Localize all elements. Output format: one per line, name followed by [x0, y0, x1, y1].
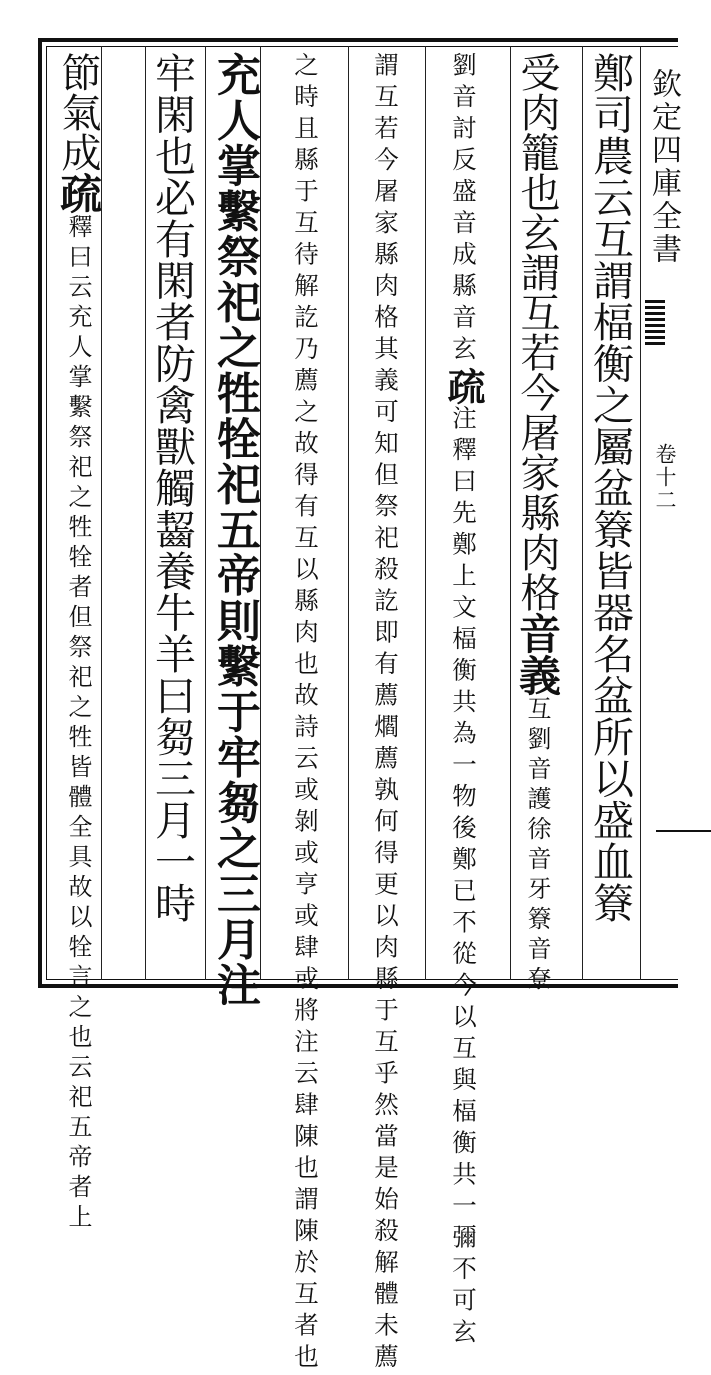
text-column-3	[429, 52, 497, 1350]
text-column-5: 之時且縣于互待解訖乃薦之故得有互以縣肉也故詩云或剝或亨或肆或將注云肆陳也謂陳於互者也	[291, 52, 320, 1375]
shu-text: 注釋曰先鄭上文楅衡共為一物後鄭已不從今以互與楅衡共一彌不可玄	[449, 405, 478, 1350]
shu-marker: 疏	[54, 172, 103, 214]
gutter-title: 欽定四庫全書	[646, 68, 681, 266]
shu-marker: 疏	[441, 367, 486, 405]
column-rule	[348, 46, 349, 980]
column-rule	[205, 46, 206, 980]
text-column-7: 牢閑也必有閑者防禽獸觸齧養牛羊曰芻三月一時	[148, 52, 196, 924]
text-column-2	[513, 52, 562, 996]
column-rule	[510, 46, 511, 980]
note-text: 劉音討反盛音成縣音玄	[449, 52, 478, 367]
main-text: 節氣成	[55, 52, 101, 172]
shu-text: 釋曰云充人掌繫祭祀之牲牷者但祭祀之牲皆體全具故以牷言之也云祀五帝者上	[64, 214, 92, 1234]
interlinear-note: 互劉音護徐音牙簝音尞	[523, 696, 551, 996]
column-rule	[260, 46, 261, 980]
column-rule	[582, 46, 583, 980]
main-text: 受肉籠也玄謂互若今屠家縣肉格	[514, 52, 560, 612]
gutter-tick	[656, 830, 711, 832]
fish-tail-mark	[645, 300, 665, 345]
text-column-4: 謂互若今屠家縣肉格其義可知但祭祀殺訖即有薦爓薦孰何得更以肉縣于互乎然當是始殺解體未薦	[371, 52, 400, 1375]
gutter-volume: 卷十二	[653, 443, 677, 512]
column-rule	[640, 46, 641, 980]
text-column-6: 充人掌繫祭祀之牲牷祀五帝則繫于牢芻之三月注	[209, 52, 260, 1008]
text-column-1: 鄭司農云互謂楅衡之屬盆簝皆器名盆所以盛血簝	[586, 52, 634, 924]
yinyi-marker: 音義	[513, 612, 562, 696]
column-rule	[425, 46, 426, 980]
text-column-8	[54, 52, 103, 1234]
column-rule	[145, 46, 146, 980]
